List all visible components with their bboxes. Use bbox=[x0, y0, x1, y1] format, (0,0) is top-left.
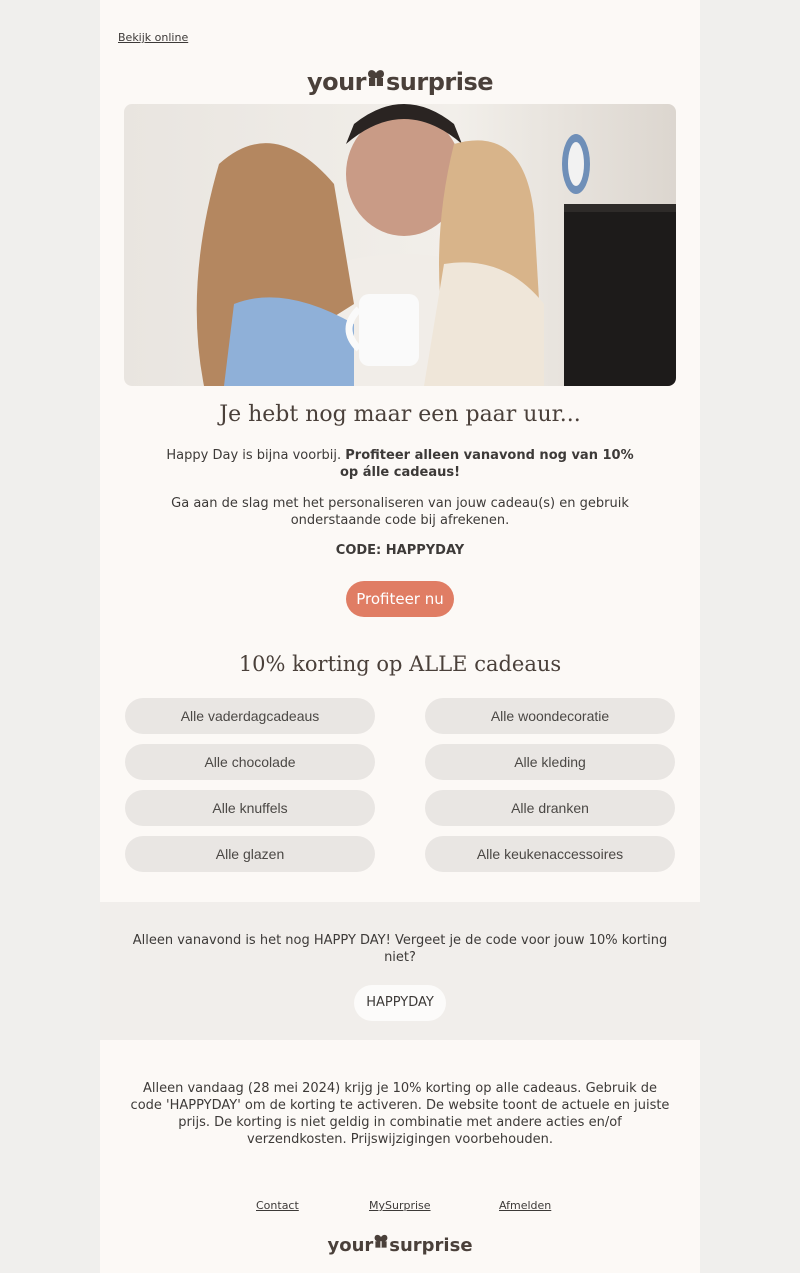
reminder-text: Alleen vanavond is het nog HAPPY DAY! Vergeet je de code voor jouw 10% korting niet? bbox=[132, 933, 668, 965]
footer-afmelden-link[interactable]: Afmelden bbox=[499, 1199, 552, 1212]
category-vaderdagcadeaus-button[interactable]: Alle vaderdagcadeaus bbox=[125, 698, 375, 734]
logo-text-right: surprise bbox=[386, 68, 494, 96]
category-dranken-button[interactable]: Alle dranken bbox=[425, 790, 675, 826]
category-keukenaccessoires-button[interactable]: Alle keukenaccessoires bbox=[425, 836, 675, 872]
view-online-link[interactable]: Bekijk online bbox=[118, 31, 189, 44]
category-knuffels-button[interactable]: Alle knuffels bbox=[125, 790, 375, 826]
headline: Je hebt nog maar een paar uur... bbox=[219, 402, 581, 427]
footer-contact-link[interactable]: Contact bbox=[256, 1199, 299, 1212]
body-text: Ga aan de slag met het personaliseren van jouw cadeau(s) en gebruik onderstaande code bij afrekenen. bbox=[171, 496, 629, 528]
discount-code: CODE: HAPPYDAY bbox=[335, 543, 465, 558]
intro-plain: Happy Day is bijna voorbij. bbox=[166, 448, 346, 463]
intro-bold: Profiteer alleen vanavond nog van 10% op álle cadeaus! bbox=[339, 448, 634, 480]
category-glazen-button[interactable]: Alle glazen bbox=[125, 836, 375, 872]
hero-image[interactable] bbox=[124, 104, 676, 386]
category-kleding-button[interactable]: Alle kleding bbox=[425, 744, 675, 780]
email-body bbox=[100, 0, 700, 1273]
footer-brand-logo[interactable] bbox=[100, 1235, 700, 1256]
footer-logo-text-right: surprise bbox=[389, 1235, 473, 1256]
intro-text bbox=[160, 447, 640, 481]
brand-logo[interactable] bbox=[100, 68, 700, 96]
categories-title: 10% korting op ALLE cadeaus bbox=[238, 652, 562, 676]
category-chocolade-button[interactable]: Alle chocolade bbox=[125, 744, 375, 780]
reminder-banner bbox=[100, 902, 700, 1040]
logo-text-left: your bbox=[306, 68, 367, 96]
category-woondecoratie-button[interactable]: Alle woondecoratie bbox=[425, 698, 675, 734]
footer-heart-gift-icon bbox=[373, 1234, 389, 1255]
reminder-code-badge: HAPPYDAY bbox=[354, 985, 446, 1021]
disclaimer-text: Alleen vandaag (28 mei 2024) krijg je 10% korting op alle cadeaus. Gebruik de code 'HAPPYDAY' om de korting te activeren. De website toont de actuele en juiste prijs. De korting is niet geldig in combinatie met andere acties en/of verzendkosten. Prijswijzigingen voorbehouden. bbox=[130, 1081, 670, 1147]
profiteer-nu-button[interactable]: Profiteer nu bbox=[346, 581, 454, 617]
footer-logo-text-left: your bbox=[327, 1235, 374, 1256]
footer-mysurprise-link[interactable]: MySurprise bbox=[369, 1199, 431, 1212]
heart-gift-icon bbox=[366, 67, 386, 95]
